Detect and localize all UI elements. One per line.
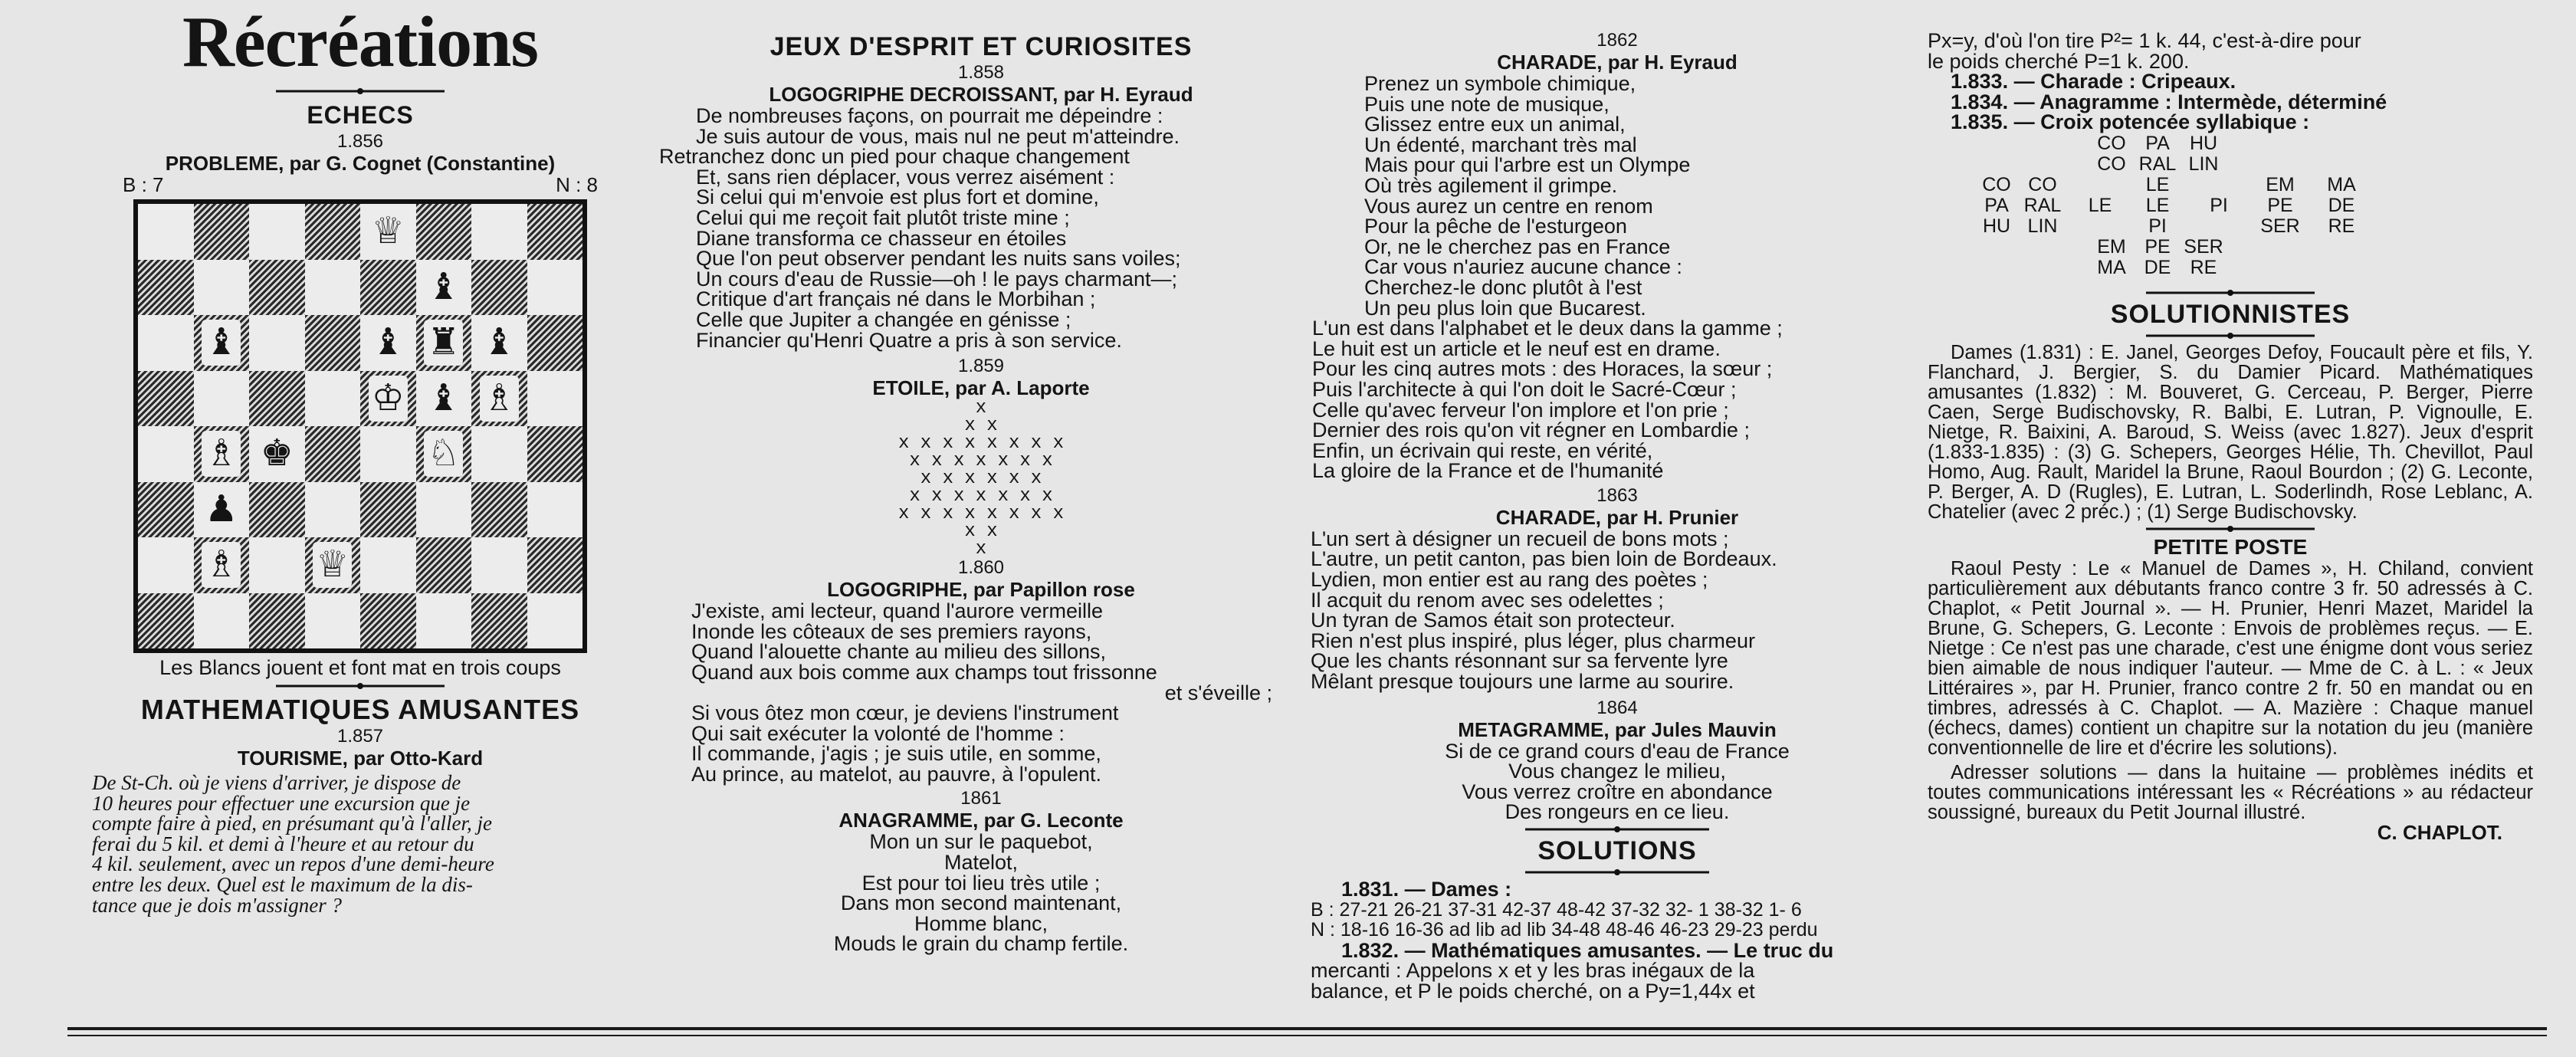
chess-bishop-icon: ♝ [202,320,241,366]
solutionnistes-heading: SOLUTIONNISTES [2110,299,2351,329]
text-line: Mêlant presque toujours une larme au sourire. [1311,670,1734,694]
cross-cell: LIN [2188,153,2219,175]
black-count: N : 8 [556,173,598,196]
board-square [194,537,250,593]
cross-cell: CO [2028,173,2057,195]
ch1-title: CHARADE, par H. Eyraud [1497,51,1738,74]
text-line: Que l'on peut observer pendant les nuits sans voiles; [696,247,1181,271]
text-line: Et, sans rien déplacer, vous verrez aisément : [696,165,1115,189]
solutions-heading: SOLUTIONS [1537,836,1697,865]
chess-king-icon: ♔ [369,376,408,422]
text-line: Pour les cinq autres mots : des Horaces, la sœur ; [1312,357,1773,381]
text-line: Qui sait exécuter la volonté de l'homme : [691,721,1065,745]
bottom-rule [67,1027,2547,1030]
echecs-caption: Les Blancs jouent et font mat en trois coups [159,656,561,679]
board-square [360,593,416,649]
board-square [249,593,305,649]
board-square [416,537,472,593]
cross-cell: DE [2328,194,2355,216]
chess-bishop-icon: ♝ [480,320,519,366]
text-line: Au prince, au matelot, au pauvre, à l'opulent. [691,762,1101,786]
board-square [305,371,361,427]
text-line: Si de ce grand cours d'eau de France [1445,739,1790,763]
meta-title: METAGRAMME, par Jules Mauvin [1458,717,1777,741]
math-title: TOURISME, par Otto-Kard [237,747,484,770]
text-line: Glissez entre eux un animal, [1364,113,1626,136]
text-line: Financier qu'Henri Quatre a pris à son service. [696,328,1122,352]
math-num: 1.857 [336,726,384,747]
board-square [471,371,527,427]
column-3 [1311,0,1924,1002]
ch1-num: 1862 [1596,30,1638,51]
cross-cell: HU [2189,132,2218,154]
board-square [305,315,361,371]
masthead: Récréations [182,2,539,82]
board-square [527,426,583,482]
chess-bishop-icon: ♝ [424,264,463,310]
text-line: Celle que Jupiter a changée en génisse ; [696,307,1071,331]
echecs-heading: ECHECS [307,101,414,129]
math-heading: MATHEMATIQUES AMUSANTES [140,694,580,725]
text-line: 1.835. — Croix potencée syllabique : [1951,110,2310,134]
solutions-cont [1928,31,2533,133]
echecs-num: 1.856 [336,131,384,152]
chess-rook-icon: ♜ [424,320,463,366]
text-line: N : 18-16 16-36 ad lib ad lib 34-48 48-46 46-23 29-23 perdu [1311,919,1818,941]
text-line: J'existe, ami lecteur, quand l'aurore vermeille [691,599,1104,623]
board-square [416,371,472,427]
etoile-row: x x [964,415,998,437]
cross-cell: CO [2097,132,2126,154]
text-line: 10 heures pour effectuer une excursion que je [92,791,471,815]
ornament-rule [1525,868,1709,876]
board-square [360,426,416,482]
text-line: mercanti : Appelons x et y les bras inégaux de la [1311,959,1755,983]
etoile-row: x x [964,521,998,543]
cross-cell: MA [2097,256,2126,278]
ch2-title: CHARADE, par H. Prunier [1495,505,1739,529]
board-square [416,315,472,371]
text-line: Que les chants résonnant sur sa fervente lyre [1311,649,1728,673]
echecs-title: PROBLEME, par G. Cognet (Constantine) [165,152,556,175]
board-square [471,204,527,260]
ch1-text [1311,74,1924,318]
text-line: Diane transforma ce chasseur en étoiles [696,226,1067,250]
ch2-num: 1863 [1596,484,1638,506]
board-square [527,204,583,260]
board-square [305,260,361,316]
board-square [527,593,583,649]
board-square [249,315,305,371]
cross-grid [1928,133,2533,286]
chess-bishop-icon: ♝ [424,376,463,422]
etoile-title: ETOILE, par A. Laporte [872,376,1090,400]
text-line: Prenez un symbole chimique, [1364,72,1636,95]
board-square [471,593,527,649]
cross-cell: CO [1982,173,2011,195]
text-line: L'un sert à désigner un recueil de bons mots ; [1311,527,1729,550]
text-line: B : 27-21 26-21 37-31 42-37 48-42 37-32 32- 1 38-32 1- 6 [1311,898,1802,921]
board-square [360,315,416,371]
text-line: Critique d'art français né dans le Morbihan ; [696,287,1096,311]
board-square [138,593,194,649]
text-line: L'un est dans l'alphabet et le deux dans la gamme ; [1312,317,1783,340]
solutionnistes-text: Dames (1.831) : E. Janel, Georges Defoy, Foucault père et fils, Y. Flanchard, J. Bergier, S. du Damier Picard. Mathématiques amusantes (1.832) : M. Bouveret, G. Cerceau, P. Berger, Pierre Caen, Serge Budischovsky, R. Balbi, E. Lutran, P. Vignoulle, E. Nietge, R. Baixini, A. Baroud, S. Weiss (avec 1.827). Jeux d'esprit (1.833-1.835) : (3) G. Schepers, Georges Hélie, Th. Chevillot, Paul Homo, Aug. Rault, Maridel la Brune, Raoul Bourdon ; (2) G. Leconte, P. Berger, A. D (Rugles), E. Lutran, L. Soderlindh, Rose Leblanc, A. Chatelier (avec 2 préc.) ; (1) Serge Budischovsky. [1928,341,2533,523]
board-square [249,371,305,427]
etoile-row: x [975,539,987,560]
ornament-rule [2146,289,2315,297]
board-square [360,260,416,316]
text-line: tance que je dois m'assigner ? [92,893,342,917]
anag-num: 1861 [960,788,1002,809]
text-line: Puis une note de musique, [1364,92,1610,116]
etoile-row: x x x x x x x [909,451,1053,472]
text-line: Mon un sur le paquebot, [869,830,1093,854]
jeux-heading: JEUX D'ESPRIT ET CURIOSITES [770,32,1193,61]
text-line: Un édenté, marchant très mal [1364,133,1637,156]
ornament-rule [2146,525,2315,533]
board-square [194,260,250,316]
chess-bishop-icon: ♗ [202,542,241,588]
text-line: Un cours d'eau de Russie—oh ! le pays charmant—; [696,267,1177,291]
cross-cell: PA [2145,132,2170,154]
cross-cell: LIN [2027,215,2058,237]
text-line: Matelot, [943,851,1019,875]
text-line: Cherchez-le donc plutôt à l'est [1364,275,1642,299]
text-line: Inonde les côteaux de ses premiers rayons, [691,619,1092,643]
text-line: Je suis autour de vous, mais nul ne peut m'atteindre. [696,124,1180,148]
cross-cell: PI [2148,215,2167,237]
text-line: 1.832. — Mathématiques amusantes. — Le truc du [1341,938,1834,962]
logo1-title: LOGOGRIPHE DECROISSANT, par H. Eyraud [769,83,1193,106]
board-square [138,371,194,427]
ch1-text-2 [1311,318,1924,481]
cross-cell: LE [2145,194,2170,216]
text-line: Des rongeurs en ce lieu. [1505,800,1730,824]
board-square [194,593,250,649]
column-2 [659,0,1303,954]
board-square [527,537,583,593]
text-line: Vous aurez un centre en renom [1364,194,1653,218]
poste-text: Raoul Pesty : Le « Manuel de Dames », H. Chiland, convient particulièrement aux débutants franco contre 3 fr. 50 adressés à C. Chaplot, « Petit Journal ». — H. Prunier, Henri Mazet, Maridel la Brune, G. Schepers, G. Leconte : Envois de problèmes reçus. — E. Nietge : Ce n'est pas une charade, c'est une énigme dont vous seriez bien aimable de nous indiquer l'auteur. — Mme de C. à L. : « Jeux Littéraires », par H. Prunier, franco contre 2 fr. 50 en mandat ou en timbres, adressés à C. Chaplot. — A. Mazière : Chaque manuel (échecs, dames) contient un chapitre sur la notation du jeu (manière conventionnelle de lire et d'écrire les solutions). [1928,557,2533,759]
text-line: L'autre, un petit canton, pas bien loin de Bordeaux. [1311,547,1777,571]
ornament-rule [2146,332,2315,340]
signature: C. CHAPLOT. [2377,820,2502,844]
logo2-num: 1.860 [957,557,1005,579]
board-square [527,315,583,371]
text-line: De St-Ch. où je viens d'arriver, je dispose de [92,771,461,794]
text-line: Mais pour qui l'arbre est un Olympe [1364,153,1691,177]
cross-cell: SER [2260,215,2300,237]
cross-cell: PE [2267,194,2293,216]
board-square [360,537,416,593]
board-square [416,482,472,538]
text-line: Le huit est un article et le neuf est en drame. [1312,336,1721,360]
text-line: et s'éveille ; [1164,681,1272,704]
text-line: Retranchez donc un pied pour chaque changement [659,145,1130,169]
column-4 [1928,0,2533,842]
etoile-row: x x x x x x [920,468,1042,490]
cross-cell: DE [2144,256,2171,278]
board-square [527,260,583,316]
adresser-text: Adresser solutions — dans la huitaine — problèmes inédits et toutes communications intéressant les « Récréations » au rédacteur soussigné, bureaux du Petit Journal illustré. [1928,761,2533,823]
ch2-text [1311,529,1924,692]
board-square [416,204,472,260]
board-square [138,260,194,316]
board-square [138,537,194,593]
text-line: Vous verrez croître en abondance [1462,780,1773,803]
anag-text [659,832,1303,954]
text-line: ferai du 5 kil. et demi à l'heure et au retour du [92,832,474,855]
text-line: Enfin, un écrivain qui reste, en vérité, [1312,438,1653,462]
board-square [416,593,472,649]
board-square [471,482,527,538]
ornament-rule [276,87,445,95]
board-square [360,482,416,538]
chess-bishop-icon: ♝ [369,320,408,366]
text-line: De nombreuses façons, on pourrait me dépeindre : [696,104,1163,127]
board-square [471,315,527,371]
text-line: 4 kil. seulement, avec un repos d'une demi-heure [92,852,494,876]
text-line: Est pour toi lieu très utile ; [861,871,1101,895]
text-line: 1.831. — Dames : [1341,878,1512,901]
board-square [138,204,194,260]
bottom-rule-thin [67,1035,2547,1036]
chess-king-icon: ♚ [258,431,297,477]
text-line: Un tyran de Samos était son protecteur. [1311,609,1675,632]
etoile-row: x x x x x x x x [897,433,1065,455]
board-square [194,371,250,427]
text-line: Quand l'alouette chante au milieu des sillons, [691,640,1106,664]
board-square [360,204,416,260]
board-square [194,315,250,371]
cross-cell: LE [2088,194,2112,216]
logo1-num: 1.858 [957,62,1005,83]
cross-cell: PI [2210,194,2228,216]
text-line: Pour la pêche de l'esturgeon [1364,215,1627,238]
text-line: Px=y, d'où l'on tire P²= 1 k. 44, c'est-à-dire pour [1928,29,2361,52]
text-line: Puis l'architecte à qui l'on doit le Sacré-Cœur ; [1312,377,1737,401]
text-line: Dans mon second maintenant, [840,891,1122,915]
board-square [305,537,361,593]
piece-counts [92,175,628,195]
chess-queen-icon: ♕ [313,542,352,588]
board-square [416,426,472,482]
text-line: Dernier des rois qu'on vit régner en Lombardie ; [1312,419,1750,442]
board-square [527,371,583,427]
text-line: Il acquit du renom avec ses odelettes ; [1311,588,1664,612]
cross-cell: PA [1984,194,2009,216]
logo2-text [659,601,1303,784]
logo2-title: LOGOGRIPHE, par Papillon rose [827,578,1135,602]
board-square [305,204,361,260]
text-line: 1.833. — Charade : Cripeaux. [1951,70,2236,94]
board-square [249,482,305,538]
text-line: compte faire à pied, en présumant qu'à l'aller, je [92,812,492,835]
board-square [416,260,472,316]
text-line: Homme blanc, [914,911,1048,935]
text-line: Mouds le grain du champ fertile. [833,932,1129,956]
logo1-text [659,106,1303,350]
board-square [305,482,361,538]
board-square [249,260,305,316]
solutions-text [1311,879,1924,1002]
anag-title: ANAGRAMME, par G. Leconte [838,809,1124,832]
board-square [305,593,361,649]
poste-heading: PETITE POSTE [2153,534,2308,559]
chess-queen-icon: ♕ [369,208,408,254]
cross-cell: MA [2327,173,2356,195]
column-1 [92,0,628,915]
board-square [138,482,194,538]
text-line: Vous changez le milieu, [1508,760,1726,783]
board-square [194,426,250,482]
cross-cell: EM [2266,173,2295,195]
text-line: Celui qui me reçoit fait plutôt triste mine ; [696,205,1070,229]
meta-text [1311,741,1924,822]
cross-cell: EM [2097,235,2126,258]
board-square [527,482,583,538]
board-square [249,204,305,260]
cross-cell: HU [1982,215,2011,237]
text-line: balance, et P le poids cherché, on a Py=1,44x et [1311,979,1755,1003]
etoile-figure [659,399,1303,558]
chess-knight-icon: ♘ [424,431,463,477]
board-square [471,260,527,316]
text-line: Si vous ôtez mon cœur, je deviens l'instrument [691,701,1119,725]
board-square [138,315,194,371]
text-line: Où très agilement il grimpe. [1364,173,1618,197]
cross-cell: RE [2190,256,2217,278]
text-line: Rien n'est plus inspiré, plus léger, plus charmeur [1311,629,1755,652]
text-line: le poids cherché P=1 k. 200. [1928,49,2190,73]
board-square [138,426,194,482]
meta-num: 1864 [1596,697,1638,718]
cross-cell: LE [2145,173,2170,195]
text-line: Car vous n'auriez aucune chance : [1364,255,1682,279]
chess-bishop-icon: ♗ [480,376,519,422]
board-square [249,537,305,593]
board-square [249,426,305,482]
text-line: Il commande, j'agis ; je suis utile, en somme, [691,742,1101,766]
text-line: La gloire de la France et de l'humanité [1312,459,1664,483]
text-line: Si celui qui m'envoie est plus fort et domine, [696,185,1099,209]
board-square [471,537,527,593]
cross-cell: PE [2144,235,2171,258]
cross-cell: SER [2184,235,2223,258]
etoile-row: x x x x x x x x [897,504,1065,525]
ornament-rule [276,682,445,690]
board-square [194,482,250,538]
board-square [471,426,527,482]
board-square [194,204,250,260]
etoile-row: x [975,398,987,419]
cross-cell: RE [2328,215,2355,237]
etoile-row: x x x x x x x [909,486,1053,507]
etoile-num: 1.859 [957,356,1005,377]
text-line: Quand aux bois comme aux champs tout frissonne [691,660,1157,684]
cross-cell: CO [2097,153,2126,175]
cross-cell: RAL [2023,194,2062,216]
cross-cell: RAL [2138,153,2177,175]
text-line: entre les deux. Quel est le maximum de la dis- [92,872,473,896]
text-line: 1.834. — Anagramme : Intermède, déterminé [1951,90,2387,113]
chess-board [133,199,587,653]
text-line: Lydien, mon entier est au rang des poètes ; [1311,568,1708,592]
board-square [305,426,361,482]
text-line: Un peu plus loin que Bucarest. [1364,296,1646,320]
text-line: Or, ne le cherchez pas en France [1364,235,1671,258]
math-text [92,773,628,915]
white-count: B : 7 [123,173,164,196]
board-square [360,371,416,427]
ornament-rule [1525,826,1709,833]
chess-bishop-icon: ♗ [202,431,241,477]
chess-pawn-icon: ♟ [202,487,241,533]
text-line: Celle qu'avec ferveur l'on implore et l'on prie ; [1312,398,1729,422]
